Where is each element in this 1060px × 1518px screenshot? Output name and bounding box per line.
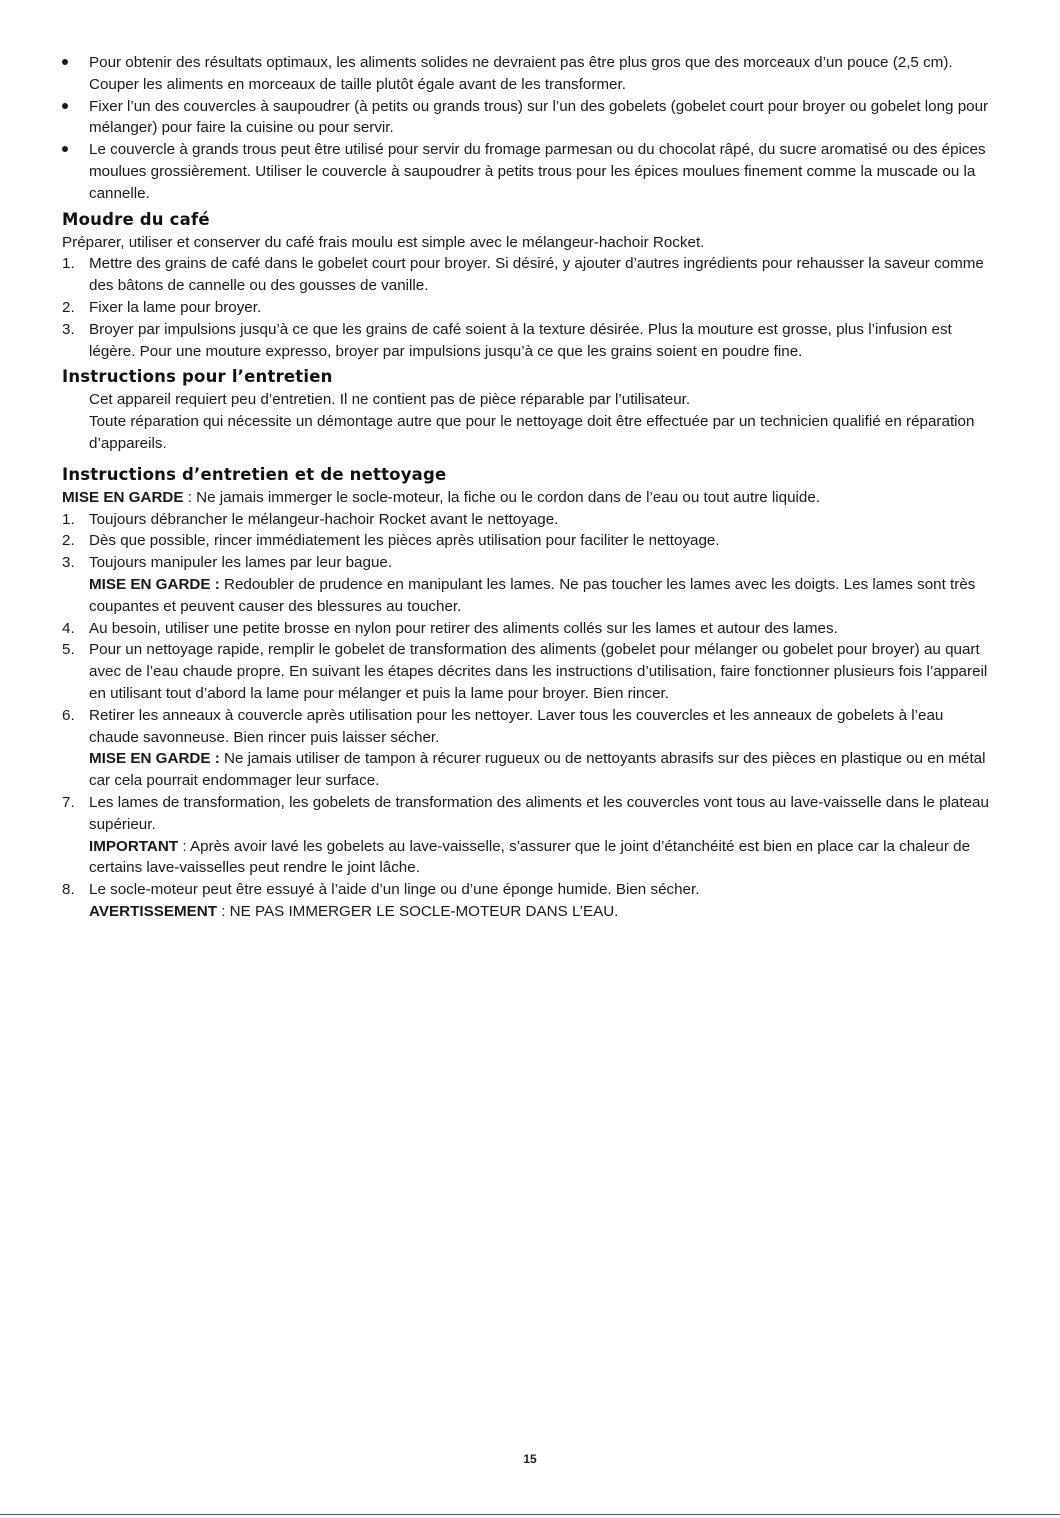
coffee-intro: Préparer, utiliser et conserver du café frais moulu est simple avec le mélangeur-hachoir Rocket. [62, 233, 705, 251]
list-item: 3. Broyer par impulsions jusqu’à ce que les grains de café soient à la texture désirée. Plus la mouture est grosse, plus l’infusion est légère. Pour une mouture expresso, broyer par impulsions jusqu’à ce que les grains soient en poudre fine. [62, 320, 952, 360]
list-item: Le couvercle à grands trous peut être utilisé pour servir du fromage parmesan ou du chocolat râpé, du sucre aromatisé ou des épices moulues grossièrement. Utiliser le couvercle à saupoudrer à petits trous pour les épices moulues finement comme la muscade ou la cannelle. [62, 139, 997, 204]
heading-coffee: Moudre du café [62, 209, 210, 229]
list-item: 7. Les lames de transformation, les gobelets de transformation des aliments et les couvercles vont tous au lave-vaisselle dans le plateau supérieur. IMPORTANT : Après avoir lavé les gobelets au lave-vaisselle, s’assurer que le joint d’étanchéité est bien en place car la chaleur de certains lave-vaisselles peut rendre le joint lâche. [62, 793, 989, 877]
list-item: 4. Au besoin, utiliser une petite brosse en nylon pour retirer des aliments collés sur les lames et autour des lames. [62, 619, 838, 637]
bullet-icon [62, 103, 68, 109]
list-item: 6. Retirer les anneaux à couvercle après utilisation pour les nettoyer. Laver tous les couvercles et les anneaux de gobelets à l’eau chaude savonneuse. Bien rincer puis laisser sécher. MISE EN GARDE : Ne jamais utiliser de tampon à récurer rugueux ou de nettoyants abrasifs sur des pièces en plastique ou en métal car cela pourrait endommager leur surface. [62, 706, 986, 790]
care-text: Cet appareil requiert peu d’entretien. Il ne contient pas de pièce réparable par l’utilisateur. Toute réparation qui nécessite un démontage autre que pour le nettoyage doit être effectuée par un technicien qualifié en réparation d’appareils. [89, 391, 975, 452]
bottom-divider [0, 1514, 1060, 1515]
heading-care: Instructions pour l’entretien [62, 367, 333, 387]
page-content [62, 52, 997, 923]
list-item: 3. Toujours manipuler les lames par leur bague. MISE EN GARDE : Redoubler de prudence en manipulant les lames. Ne pas toucher les lames avec les doigts. Les lames sont très coupantes et peuvent causer des blessures au toucher. [62, 554, 976, 615]
tips-list [62, 52, 997, 205]
heading-cleaning: Instructions d’entretien et de nettoyage [62, 464, 447, 484]
list-item: Pour obtenir des résultats optimaux, les aliments solides ne devraient pas être plus gros que des morceaux d’un pouce (2,5 cm). Couper les aliments en morceaux de taille plutôt égale avant de les transformer. [62, 52, 997, 96]
list-item: 2. Dès que possible, rincer immédiatement les pièces après utilisation pour faciliter le nettoyage. [62, 532, 720, 550]
bullet-icon [62, 59, 68, 65]
list-item: 8. Le socle-moteur peut être essuyé à l’aide d’un linge ou d’une éponge humide. Bien sécher. AVERTISSEMENT : NE PAS IMMERGER LE SOCLE-MOTEUR DANS L’EAU. [62, 881, 700, 920]
list-item: 1. Mettre des grains de café dans le gobelet court pour broyer. Si désiré, y ajouter d’autres ingrédients pour rehausser la saveur comme des bâtons de cannelle ou des gousses de vanille. [62, 255, 984, 295]
coffee-steps [62, 253, 997, 362]
cleaning-warning: MISE EN GARDE : Ne jamais immerger le socle-moteur, la fiche ou le cordon dans de l’eau ou tout autre liquide. [62, 488, 821, 506]
list-item: 5. Pour un nettoyage rapide, remplir le gobelet de transformation des aliments (gobelet pour mélanger ou gobelet pour broyer) au quart avec de l’eau chaude propre. En suivant les étapes décrites dans les instructions d’utilisation, faire fonctionner plusieurs fois l’appareil en utilisant tout d’abord la lame pour mélanger et puis la lame pour broyer. Bien rincer. [62, 641, 988, 702]
list-item: 1. Toujours débrancher le mélangeur-hachoir Rocket avant le nettoyage. [62, 510, 559, 528]
cleaning-steps [62, 509, 997, 923]
list-item: 2. Fixer la lame pour broyer. [62, 298, 262, 316]
bullet-icon [62, 146, 68, 152]
list-item: Fixer l’un des couvercles à saupoudrer (à petits ou grands trous) sur l’un des gobelets (gobelet court pour broyer ou gobelet long pour mélanger) pour faire la cuisine ou pour servir. [62, 96, 997, 140]
page-number: 15 [523, 1452, 537, 1466]
